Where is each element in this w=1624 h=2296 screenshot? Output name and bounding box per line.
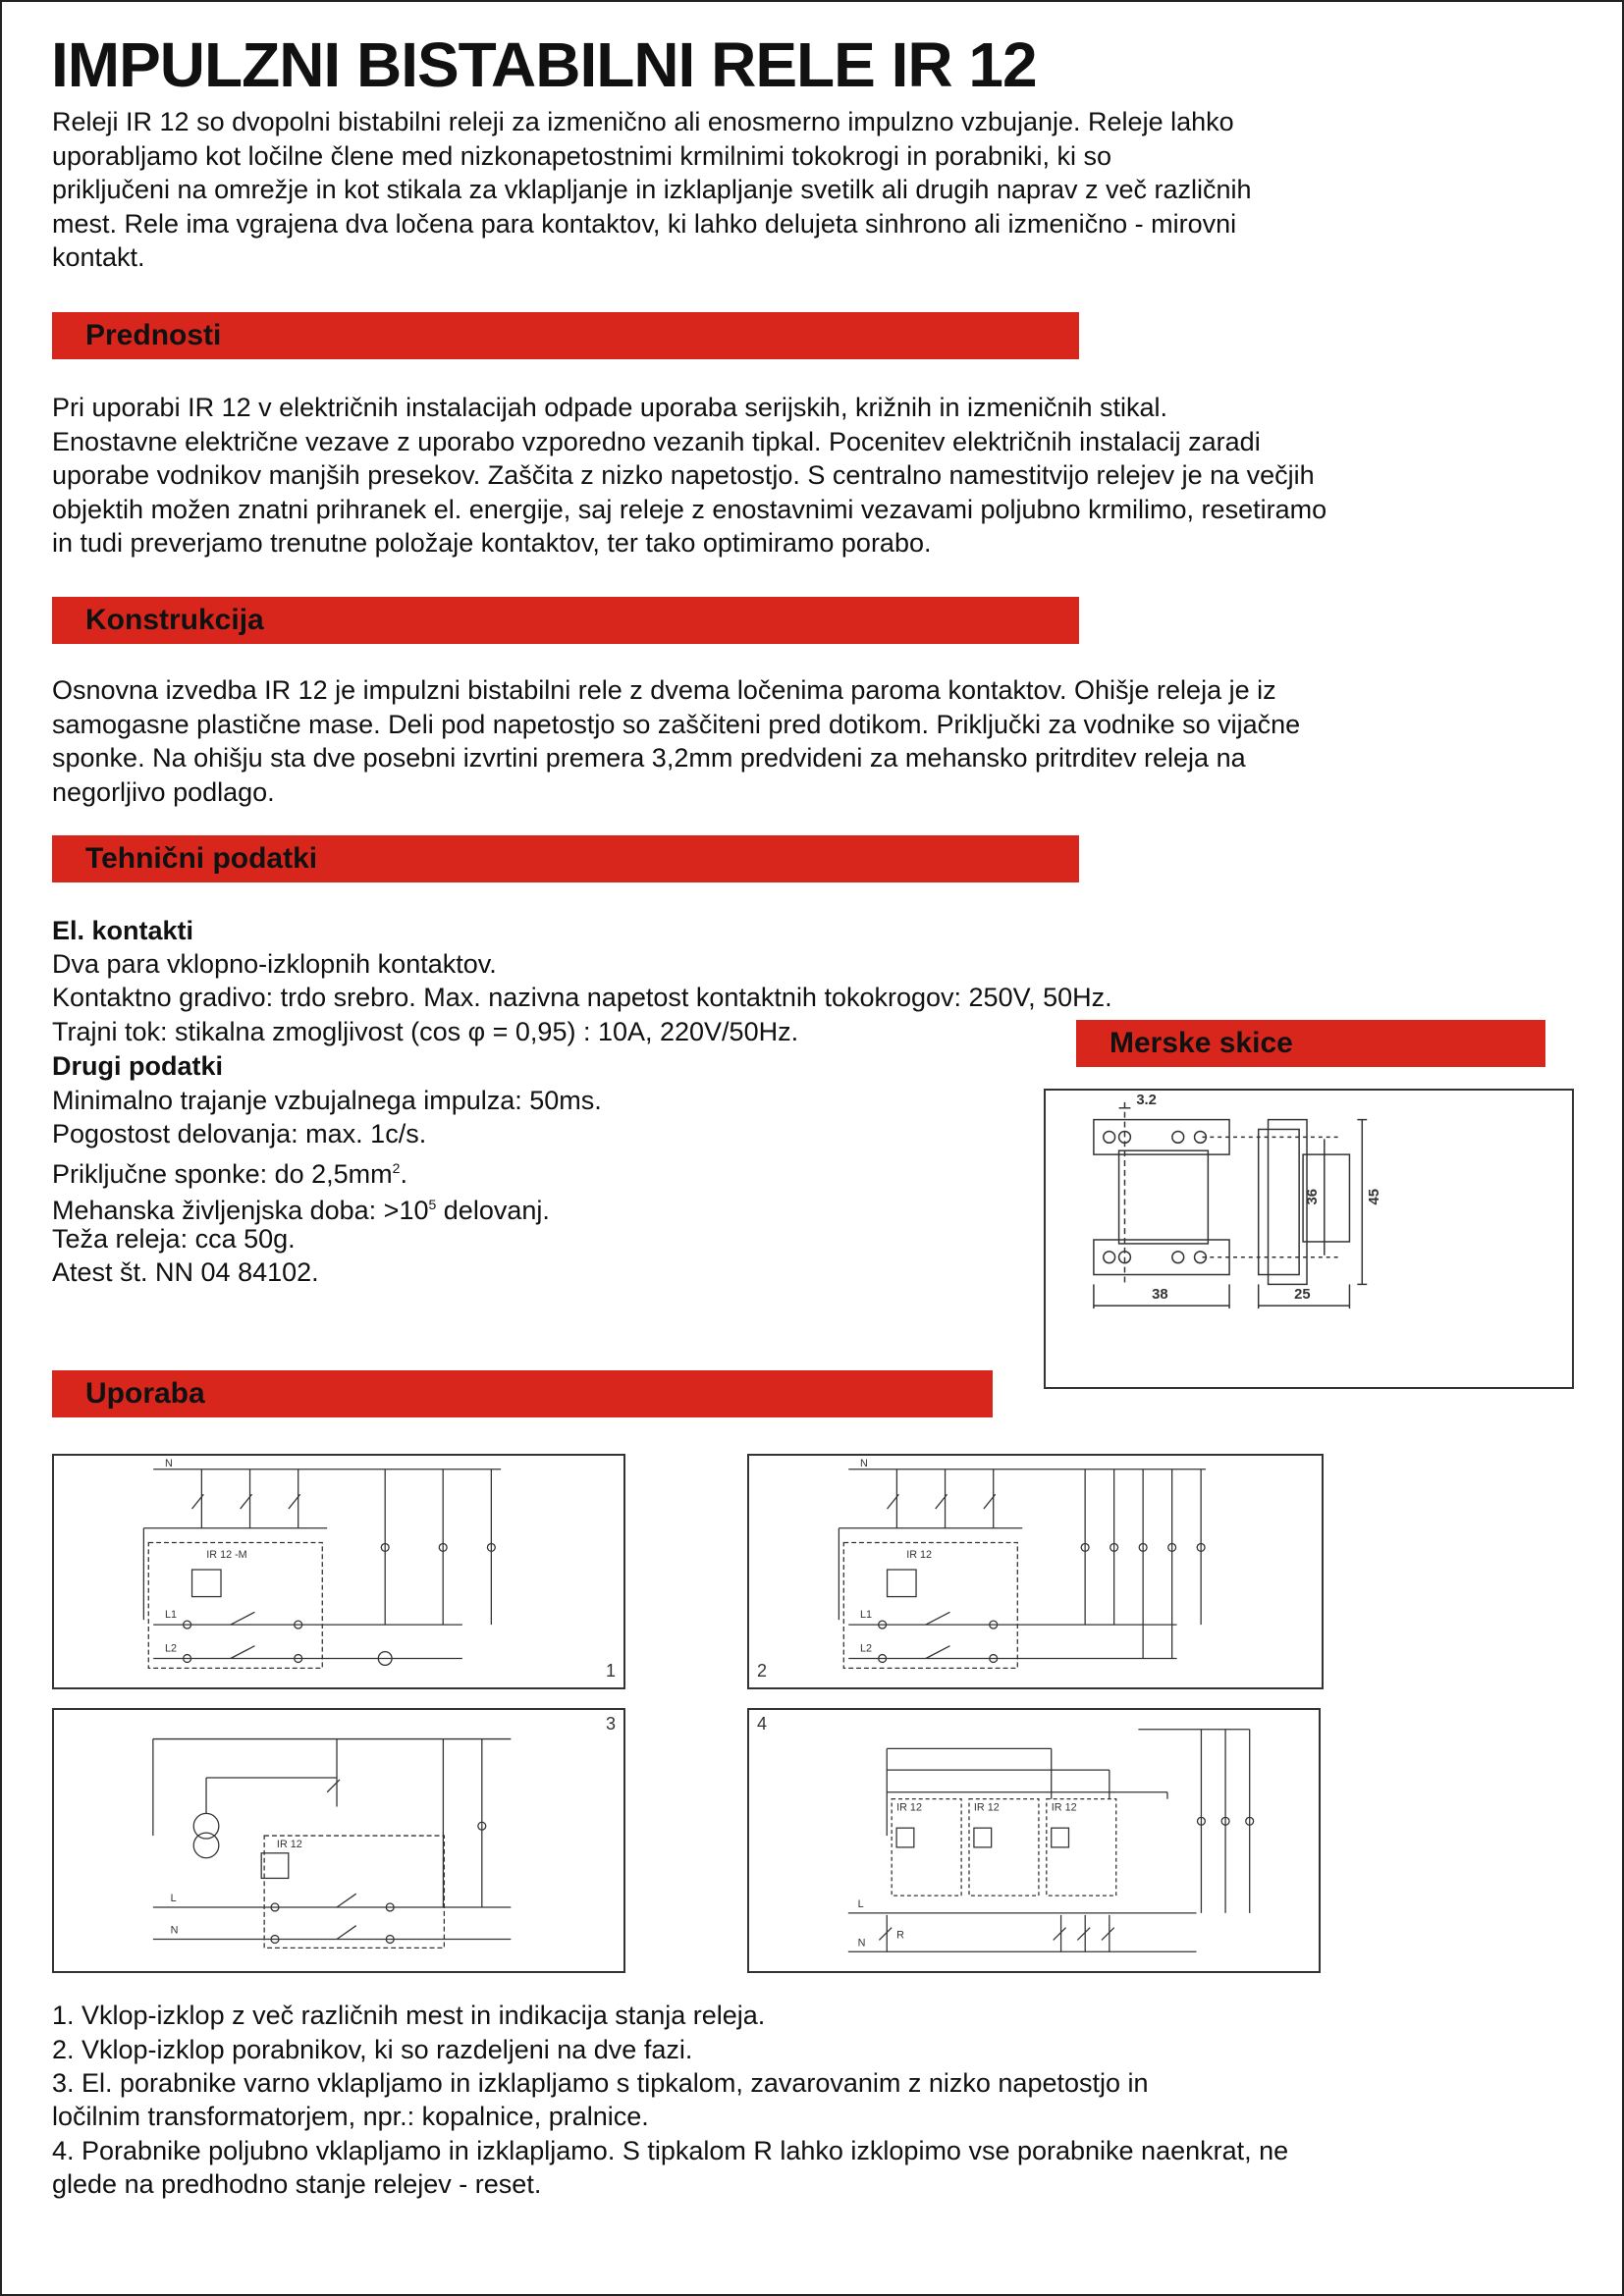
line-label-n: N [857,1937,866,1949]
line-label-l: L [857,1897,864,1910]
tech-line: Atest št. NN 04 84102. [52,1257,319,1287]
dim-outer-height: 45 [1367,1188,1383,1205]
tech-line: Kontaktno gradivo: trdo srebro. Max. nazivna napetost kontaktnih tokokrogov: 250V, 50Hz. [52,983,1112,1012]
section-heading-prednosti: Prednosti [52,312,1079,359]
wiring-diagram-1 [52,1454,625,1689]
drugi-heading: Drugi podatki [52,1051,223,1081]
figure-number: 3 [605,1714,616,1734]
tech-line: Trajni tok: stikalna zmogljivost (cos φ = 0,95) : 10A, 220V/50Hz. [52,1017,799,1046]
line-label-l1: L1 [165,1609,178,1622]
dimension-drawing [1044,1089,1574,1389]
tech-line: Dva para vklopno-izklopnih kontaktov. [52,949,497,979]
kontakti-heading: El. kontakti [52,916,194,945]
section-heading-tehnicni: Tehnični podatki [52,835,1079,882]
tech-line: Pogostost delovanja: max. 1c/s. [52,1119,427,1148]
tech-line: Mehanska življenjska doba: $>10^5$ delovanj. [52,1196,550,1225]
dim-depth: 25 [1294,1287,1311,1304]
section-heading-uporaba: Uporaba [52,1370,993,1417]
usage-note: glede na predhodno stanje relejev - reset. [52,2169,542,2199]
prednosti-paragraph: Pri uporabi IR 12 v električnih instalacijah odpade uporaba serijskih, križnih in izmeničnih stikal. Enostavne električne vezave z uporabo vzporedno vezanih tipkal. Pocenitev električnih instalacij zaradi uporabe vodnikov manjših presekov. Zaščita z nizko napetostjo. S centralno namestitvijo relejev je na večjih objektih možen znatni prihranek el. energije, saj releje z enostavnimi vezavami poljubno krmilimo, resetiramo in tudi preverjamo trenutne položaje kontaktov, ter tako optimiramo porabo. [52,393,1327,558]
wiring-diagram-2-svg [749,1456,1322,1687]
relay-label: IR 12 -M [206,1549,247,1562]
line-label-l2: L2 [165,1642,178,1655]
wiring-diagram-2 [747,1454,1324,1689]
konstrukcija-paragraph: Osnovna izvedba IR 12 je impulzni bistabilni rele z dvema ločenima paroma kontaktov. Ohišje releja je iz samogasne plastične mase. Deli pod napetostjo so zaščiteni pred dotikom. Priključki za vodnike so vijačne sponke. Na ohišju sta dve posebni izvrtini premera 3,2mm predvideni za mehansko pritrditev releja na negorljivo podlago. [52,675,1301,807]
line-label-l: L [170,1893,177,1905]
usage-note: 4. Porabnike poljubno vklapljamo in izklapljamo. S tipkalom R lahko izklopimo vse porabnike naenkrat, ne [52,2136,1289,2165]
relay-label: IR 12 [276,1838,302,1850]
figure-number: 2 [757,1661,768,1681]
relay-label: IR 12 [973,1801,1000,1814]
line-label-l1: L1 [860,1609,873,1622]
wiring-diagram-1-svg [54,1456,623,1687]
wiring-diagram-3-svg [54,1710,623,1971]
intro-paragraph: Releji IR 12 so dvopolni bistabilni releji za izmenično ali enosmerno impulzno vzbujanje. Releje lahko uporabljamo kot ločilne člene med nizkonapetostnimi krmilnimi tokokrogi in porabniki, ki so priključeni na omrežje in kot stikala za vklapljanje in izklapljanje svetilk ali drugih naprav z več različnih mest. Rele ima vgrajena dva ločena para kontaktov, ki lahko delujeta sinhrono ali izmenično - mirovni kontakt. [52,107,1252,272]
tech-line: Priključne sponke: do $2,5mm^2$. [52,1159,407,1189]
relay-label: IR 12 [1051,1801,1077,1814]
line-label-n: N [165,1457,173,1469]
relay-label: IR 12 [906,1549,933,1562]
tech-line: Minimalno trajanje vzbujalnega impulza: 50ms. [52,1086,602,1115]
dimension-drawing-svg [1046,1091,1572,1387]
wiring-diagram-3 [52,1708,625,1973]
wiring-diagram-4-svg [749,1710,1319,1971]
usage-note: 2. Vklop-izklop porabnikov, ki so razdeljeni na dve fazi. [52,2035,693,2064]
page-title: IMPULZNI BISTABILNI RELE IR 12 [51,29,1037,100]
usage-note: 1. Vklop-izklop z več različnih mest in indikacija stanja releja. [52,2001,766,2030]
section-heading-konstrukcija: Konstrukcija [52,597,1079,644]
tech-line: Teža releja: cca 50g. [52,1224,296,1254]
relay-label: IR 12 [896,1801,922,1814]
line-label-l2: L2 [860,1642,873,1655]
wiring-diagram-4 [747,1708,1321,1973]
line-label-n: N [860,1457,868,1469]
figure-number: 4 [757,1714,768,1734]
usage-note: 3. El. porabnike varno vklapljamo in izklapljamo s tipkalom, zavarovanim z nizko napetostjo in [52,2068,1149,2098]
line-label-n: N [170,1924,179,1937]
figure-number: 1 [605,1661,616,1681]
dim-width: 38 [1152,1287,1168,1304]
dim-inner-height: 36 [1304,1188,1321,1205]
section-heading-merske: Merske skice [1076,1020,1545,1067]
usage-note: ločilnim transformatorjem, npr.: kopalnice, pralnice. [52,2102,649,2131]
reset-button-label: R [896,1929,904,1942]
dim-hole: 3.2 [1136,1092,1157,1108]
